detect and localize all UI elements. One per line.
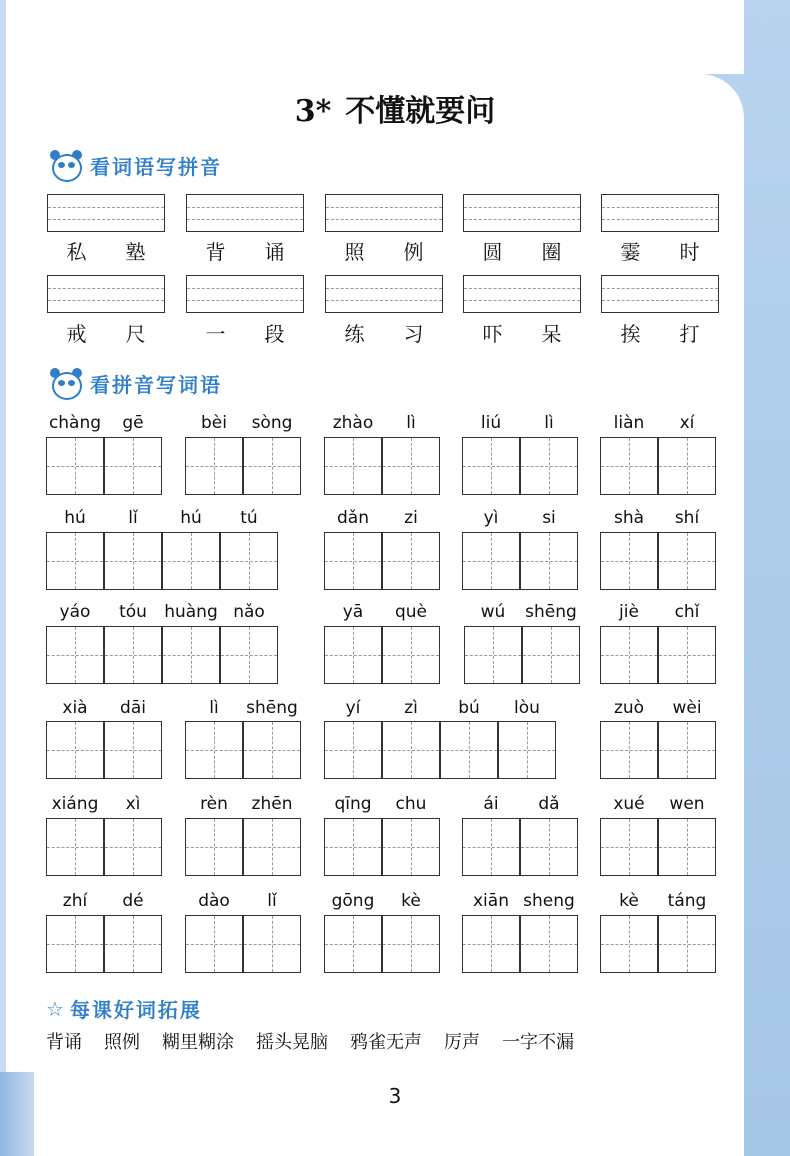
sheet-top <box>6 0 744 74</box>
word-characters <box>601 318 719 347</box>
vocabulary-word: 背诵 <box>46 1032 82 1053</box>
character-writing-cell[interactable] <box>382 818 440 876</box>
word-character: 霎 <box>620 240 641 264</box>
character-writing-cell[interactable] <box>185 437 243 495</box>
vocabulary-word: 糊里糊涂 <box>162 1032 234 1053</box>
character-writing-cell[interactable] <box>243 721 301 779</box>
character-writing-cell[interactable] <box>104 532 162 590</box>
pinyin-syllable: wen <box>669 794 705 814</box>
pinyin-answer-box[interactable] <box>601 275 719 313</box>
section2-title: 看拼音写词语 <box>90 372 222 397</box>
character-writing-cell[interactable] <box>462 532 520 590</box>
pinyin-syllable: rèn <box>200 794 228 814</box>
character-writing-cell[interactable] <box>520 915 578 973</box>
character-writing-cell[interactable] <box>324 532 382 590</box>
character-writing-cell[interactable] <box>462 915 520 973</box>
word-character: 习 <box>403 322 424 346</box>
word-character: 例 <box>403 240 424 264</box>
pinyin-answer-box[interactable] <box>463 194 581 232</box>
character-writing-cell[interactable] <box>46 626 104 684</box>
character-writing-cell[interactable] <box>600 915 658 973</box>
word-character: 私 <box>66 240 87 264</box>
pinyin-syllable: liàn <box>613 413 645 433</box>
pinyin-syllable: xì <box>125 794 141 814</box>
pinyin-syllable: huàng <box>164 602 218 622</box>
pinyin-syllable: chàng <box>48 413 102 433</box>
character-writing-cell[interactable] <box>520 532 578 590</box>
pinyin-syllable: bèi <box>201 413 227 433</box>
pinyin-answer-box[interactable] <box>186 275 304 313</box>
pinyin-syllable: dé <box>122 891 144 911</box>
word-characters <box>325 318 443 347</box>
character-writing-cell[interactable] <box>600 818 658 876</box>
pinyin-syllable: qīng <box>334 794 372 814</box>
character-writing-cell[interactable] <box>658 721 716 779</box>
word-characters <box>186 318 304 347</box>
pinyin-syllable: sòng <box>251 413 293 433</box>
character-writing-cell[interactable] <box>462 818 520 876</box>
section1-header <box>48 150 222 180</box>
pinyin-answer-box[interactable] <box>463 275 581 313</box>
vocabulary-word: 照例 <box>104 1032 140 1053</box>
character-writing-cell[interactable] <box>600 437 658 495</box>
character-writing-cell[interactable] <box>658 818 716 876</box>
pinyin-syllable: zì <box>404 698 418 718</box>
character-writing-cell[interactable] <box>382 532 440 590</box>
pinyin-syllable: hú <box>180 508 202 528</box>
character-writing-cell[interactable] <box>600 532 658 590</box>
character-writing-cell[interactable] <box>520 437 578 495</box>
character-writing-cell[interactable] <box>185 915 243 973</box>
pinyin-syllable: lì <box>544 413 554 433</box>
pinyin-syllable: lǐ <box>267 891 277 911</box>
character-writing-cell[interactable] <box>104 626 162 684</box>
pinyin-syllable: dào <box>198 891 230 911</box>
word-character: 戒 <box>66 322 87 346</box>
character-writing-cell[interactable] <box>324 626 382 684</box>
pinyin-syllable: shà <box>613 508 645 528</box>
character-writing-cell[interactable] <box>600 721 658 779</box>
word-characters <box>186 236 304 265</box>
pinyin-answer-box[interactable] <box>325 275 443 313</box>
pinyin-syllable: lì <box>406 413 416 433</box>
pinyin-syllable: kè <box>401 891 421 911</box>
word-characters <box>47 236 165 265</box>
section1-title: 看词语写拼音 <box>90 154 222 179</box>
pinyin-syllable: kè <box>619 891 639 911</box>
character-writing-cell[interactable] <box>104 721 162 779</box>
character-writing-cell[interactable] <box>162 626 220 684</box>
character-writing-cell[interactable] <box>162 532 220 590</box>
character-writing-cell[interactable] <box>382 437 440 495</box>
pinyin-answer-box[interactable] <box>47 194 165 232</box>
pinyin-syllable: zuò <box>613 698 645 718</box>
word-character: 圈 <box>541 240 562 264</box>
character-writing-cell[interactable] <box>522 626 580 684</box>
pinyin-syllable: tú <box>240 508 258 528</box>
character-writing-cell[interactable] <box>440 721 498 779</box>
character-writing-cell[interactable] <box>382 915 440 973</box>
word-character: 打 <box>679 322 700 346</box>
word-character: 诵 <box>264 240 285 264</box>
character-writing-cell[interactable] <box>46 437 104 495</box>
character-writing-cell[interactable] <box>324 437 382 495</box>
character-writing-cell[interactable] <box>658 626 716 684</box>
pinyin-syllable: shēng <box>525 602 577 622</box>
word-character: 吓 <box>482 322 503 346</box>
character-writing-cell[interactable] <box>324 915 382 973</box>
lesson-number: 3* <box>294 94 332 129</box>
pinyin-syllable: lòu <box>514 698 540 718</box>
pinyin-syllable: lǐ <box>128 508 138 528</box>
character-writing-cell[interactable] <box>324 818 382 876</box>
word-list <box>46 1028 596 1054</box>
pinyin-syllable: zhào <box>332 413 374 433</box>
character-writing-cell[interactable] <box>243 915 301 973</box>
word-character: 塾 <box>125 240 146 264</box>
word-character: 练 <box>344 322 365 346</box>
character-writing-cell[interactable] <box>104 915 162 973</box>
word-characters <box>325 236 443 265</box>
pinyin-syllable: bú <box>458 698 480 718</box>
panda-icon <box>48 150 84 180</box>
character-writing-cell[interactable] <box>520 818 578 876</box>
word-character: 呆 <box>541 322 562 346</box>
star-icon: ☆ <box>46 996 66 1021</box>
pinyin-syllable: nǎo <box>233 602 265 622</box>
pinyin-syllable: zi <box>404 508 418 528</box>
pinyin-syllable: lì <box>209 698 219 718</box>
pinyin-answer-box[interactable] <box>47 275 165 313</box>
character-writing-cell[interactable] <box>382 626 440 684</box>
character-writing-cell[interactable] <box>220 626 278 684</box>
word-character: 挨 <box>620 322 641 346</box>
word-character: 尺 <box>125 322 146 346</box>
pinyin-syllable: xué <box>613 794 645 814</box>
word-characters <box>463 236 581 265</box>
character-writing-cell[interactable] <box>46 532 104 590</box>
pinyin-syllable: yí <box>345 698 361 718</box>
character-writing-cell[interactable] <box>658 915 716 973</box>
pinyin-syllable: yáo <box>59 602 91 622</box>
pinyin-syllable: gōng <box>331 891 375 911</box>
character-writing-cell[interactable] <box>220 532 278 590</box>
pinyin-syllable: xià <box>62 698 88 718</box>
section3-header <box>46 994 202 1023</box>
pinyin-syllable: shēng <box>246 698 298 718</box>
character-writing-cell[interactable] <box>382 721 440 779</box>
word-character: 一 <box>205 322 226 346</box>
pinyin-syllable: liú <box>480 413 502 433</box>
pinyin-syllable: gē <box>122 413 144 433</box>
panda-icon <box>48 368 84 398</box>
pinyin-syllable: xí <box>679 413 695 433</box>
pinyin-syllable: dǎn <box>337 508 369 528</box>
pinyin-syllable: zhēn <box>251 794 293 814</box>
pinyin-syllable: jiè <box>619 602 639 622</box>
pinyin-syllable: táng <box>667 891 707 911</box>
pinyin-syllable: xiān <box>473 891 509 911</box>
character-writing-cell[interactable] <box>46 915 104 973</box>
character-writing-cell[interactable] <box>104 818 162 876</box>
vocabulary-word: 鸦雀无声 <box>350 1032 422 1053</box>
pinyin-answer-box[interactable] <box>325 194 443 232</box>
pinyin-answer-box[interactable] <box>186 194 304 232</box>
pinyin-syllable: zhí <box>62 891 88 911</box>
page-number: 3 <box>388 1084 402 1108</box>
pinyin-syllable: sheng <box>523 891 575 911</box>
character-writing-cell[interactable] <box>658 437 716 495</box>
word-characters <box>601 236 719 265</box>
pinyin-syllable: ái <box>483 794 499 814</box>
pinyin-syllable: dǎ <box>538 794 560 814</box>
pinyin-syllable: dāi <box>120 698 146 718</box>
pinyin-syllable: wú <box>480 602 506 622</box>
character-writing-cell[interactable] <box>104 437 162 495</box>
character-writing-cell[interactable] <box>462 437 520 495</box>
pinyin-syllable: wèi <box>672 698 702 718</box>
pinyin-syllable: chǐ <box>674 602 700 622</box>
section3-title: 每课好词拓展 <box>69 998 202 1022</box>
word-character: 照 <box>344 240 365 264</box>
character-writing-cell[interactable] <box>243 437 301 495</box>
character-writing-cell[interactable] <box>498 721 556 779</box>
word-character: 段 <box>264 322 285 346</box>
lesson-title <box>0 86 790 130</box>
character-writing-cell[interactable] <box>243 818 301 876</box>
character-writing-cell[interactable] <box>185 721 243 779</box>
pinyin-syllable: yā <box>342 602 364 622</box>
word-characters <box>463 318 581 347</box>
pinyin-syllable: si <box>542 508 556 528</box>
word-characters <box>47 318 165 347</box>
section2-header <box>48 368 222 398</box>
character-writing-cell[interactable] <box>185 818 243 876</box>
character-writing-cell[interactable] <box>600 626 658 684</box>
pinyin-syllable: shí <box>674 508 700 528</box>
pinyin-syllable: hú <box>64 508 86 528</box>
character-writing-cell[interactable] <box>46 721 104 779</box>
character-writing-cell[interactable] <box>658 532 716 590</box>
pinyin-syllable: xiáng <box>51 794 99 814</box>
word-character: 背 <box>205 240 226 264</box>
word-character: 圆 <box>482 240 503 264</box>
word-character: 时 <box>679 240 700 264</box>
pinyin-syllable: chu <box>395 794 427 814</box>
vocabulary-word: 摇头晃脑 <box>256 1032 328 1053</box>
pinyin-answer-box[interactable] <box>601 194 719 232</box>
character-writing-cell[interactable] <box>324 721 382 779</box>
lesson-name: 不懂就要问 <box>345 94 496 129</box>
character-writing-cell[interactable] <box>464 626 522 684</box>
vocabulary-word: 厉声 <box>444 1032 480 1053</box>
pinyin-syllable: yì <box>483 508 499 528</box>
character-writing-cell[interactable] <box>46 818 104 876</box>
pinyin-syllable: tóu <box>119 602 147 622</box>
vocabulary-word: 一字不漏 <box>502 1032 574 1053</box>
pinyin-syllable: què <box>394 602 428 622</box>
